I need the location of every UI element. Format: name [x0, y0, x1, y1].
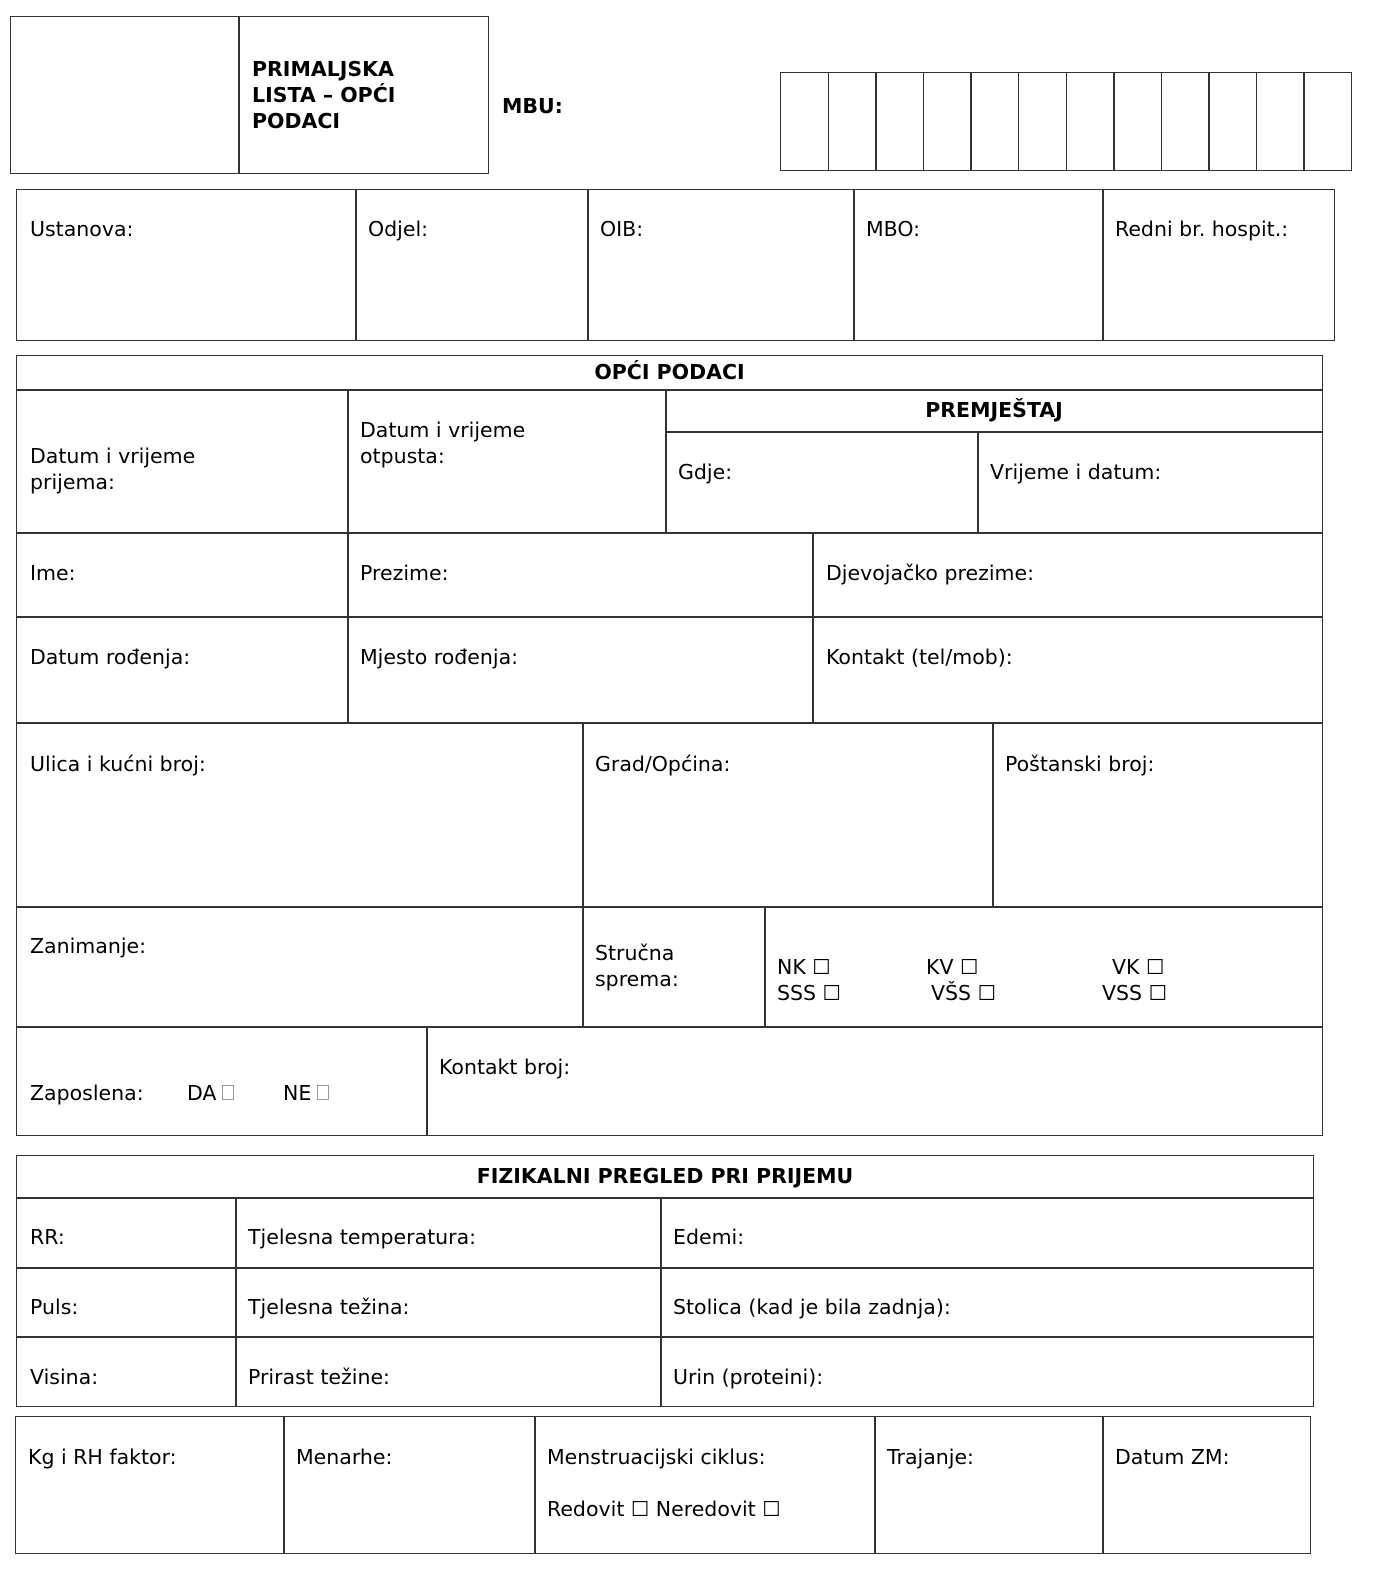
puls-label: Puls: [30, 1295, 79, 1319]
mbu-digit-box[interactable] [1113, 72, 1162, 171]
mbu-digit-box[interactable] [970, 72, 1019, 171]
visina-field[interactable] [16, 1336, 237, 1407]
premjestaj-title: PREMJEŠTAJ [925, 398, 1063, 422]
zaposlena-da-option[interactable] [187, 1080, 234, 1106]
mbu-boxes [780, 72, 1351, 171]
stolica-field[interactable] [660, 1267, 1314, 1338]
mbu-digit-box[interactable] [828, 72, 877, 171]
zaposlena-label: Zaposlena: [30, 1081, 144, 1105]
rr-field[interactable] [16, 1197, 237, 1269]
oib-field[interactable] [587, 189, 855, 341]
checkbox-vss[interactable]: VSS ☐ [1102, 981, 1167, 1005]
ulica-label: Ulica i kućni broj: [30, 752, 206, 776]
ne-checkbox[interactable] [317, 1085, 329, 1100]
odjel-label: Odjel: [368, 217, 429, 241]
form-title-line-1: PRIMALJSKA [252, 57, 394, 81]
opci-podaci-header [16, 355, 1323, 391]
checkbox-kv[interactable]: KV ☐ [926, 955, 979, 979]
zaposlena-ne-option[interactable] [283, 1080, 329, 1106]
da-checkbox[interactable] [222, 1085, 234, 1100]
da-label: DA [187, 1081, 217, 1105]
strucna-sprema-options [764, 906, 1323, 1028]
form-title-box [238, 16, 489, 174]
datum-otpusta-label-1: Datum i vrijeme [360, 418, 526, 442]
tezina-field[interactable] [235, 1267, 662, 1338]
trajanje-label: Trajanje: [887, 1445, 974, 1469]
ciklus-options[interactable]: Redovit ☐ Neredovit ☐ [547, 1497, 781, 1521]
redni-br-label: Redni br. hospit.: [1115, 217, 1289, 241]
rr-label: RR: [30, 1225, 65, 1249]
kg-rh-field[interactable] [15, 1416, 285, 1554]
checkbox-vss-visa[interactable]: VŠS ☐ [931, 981, 996, 1005]
prezime-label: Prezime: [360, 561, 449, 585]
kontakt-field[interactable] [812, 616, 1323, 724]
djevojacko-label: Djevojačko prezime: [826, 561, 1035, 585]
grad-field[interactable] [582, 722, 994, 908]
mbu-digit-box[interactable] [1066, 72, 1115, 171]
datum-otpusta-field[interactable] [347, 389, 667, 534]
oib-label: OIB: [600, 217, 644, 241]
kontakt-label: Kontakt (tel/mob): [826, 645, 1013, 669]
postanski-field[interactable] [992, 722, 1323, 908]
edemi-label: Edemi: [673, 1225, 745, 1249]
gdje-field[interactable] [665, 431, 979, 534]
premjestaj-header [665, 389, 1323, 433]
mbu-digit-box[interactable] [1303, 72, 1352, 171]
zanimanje-label: Zanimanje: [30, 934, 147, 958]
datum-otpusta-label-2: otpusta: [360, 444, 445, 468]
temperatura-label: Tjelesna temperatura: [248, 1225, 477, 1249]
strucna-label-2: sprema: [595, 967, 679, 991]
temperatura-field[interactable] [235, 1197, 662, 1269]
grad-label: Grad/Općina: [595, 752, 731, 776]
datum-zm-field[interactable] [1102, 1416, 1311, 1554]
kg-rh-label: Kg i RH faktor: [28, 1445, 177, 1469]
datum-rodjenja-label: Datum rođenja: [30, 645, 191, 669]
ciklus-field [534, 1416, 876, 1554]
kontakt-broj-field[interactable] [426, 1026, 1323, 1136]
mbu-digit-box[interactable] [1208, 72, 1257, 171]
logo-box [10, 16, 240, 174]
kontakt-broj-label: Kontakt broj: [439, 1055, 571, 1079]
datum-rodjenja-field[interactable] [16, 616, 349, 724]
opci-podaci-title: OPĆI PODACI [594, 360, 745, 384]
djevojacko-field[interactable] [812, 532, 1323, 618]
strucna-label-1: Stručna [595, 941, 675, 965]
mbu-digit-box[interactable] [875, 72, 924, 171]
mbu-digit-box[interactable] [1161, 72, 1210, 171]
mbu-label: MBU: [502, 94, 563, 118]
ustanova-label: Ustanova: [30, 217, 134, 241]
datum-prijema-label-2: prijema: [30, 470, 115, 494]
edemi-field[interactable] [660, 1197, 1314, 1269]
fizikalni-header [16, 1155, 1314, 1199]
redni-br-field[interactable] [1102, 189, 1335, 341]
ustanova-field[interactable] [16, 189, 357, 341]
checkbox-vk[interactable]: VK ☐ [1112, 955, 1165, 979]
ime-label: Ime: [30, 561, 76, 585]
vrijeme-datum-label: Vrijeme i datum: [990, 460, 1162, 484]
ulica-field[interactable] [16, 722, 584, 908]
mbu-digit-box[interactable] [923, 72, 972, 171]
visina-label: Visina: [30, 1365, 99, 1389]
mbu-digit-box[interactable] [1018, 72, 1067, 171]
prezime-field[interactable] [347, 532, 814, 618]
menarhe-field[interactable] [283, 1416, 536, 1554]
mjesto-rodjenja-field[interactable] [347, 616, 814, 724]
mjesto-rodjenja-label: Mjesto rođenja: [360, 645, 519, 669]
odjel-field[interactable] [355, 189, 589, 341]
checkbox-nk[interactable]: NK ☐ [777, 955, 831, 979]
trajanje-field[interactable] [874, 1416, 1104, 1554]
datum-zm-label: Datum ZM: [1115, 1445, 1230, 1469]
form-title-line-3: PODACI [252, 109, 341, 133]
tezina-label: Tjelesna težina: [248, 1295, 410, 1319]
datum-prijema-label-1: Datum i vrijeme [30, 444, 196, 468]
zaposlena-field [16, 1026, 428, 1136]
zanimanje-field[interactable] [16, 906, 584, 1028]
stolica-label: Stolica (kad je bila zadnja): [673, 1295, 951, 1319]
vrijeme-datum-field[interactable] [977, 431, 1323, 534]
fizikalni-title: FIZIKALNI PREGLED PRI PRIJEMU [476, 1164, 854, 1188]
mbu-digit-box[interactable] [780, 72, 829, 171]
menarhe-label: Menarhe: [296, 1445, 393, 1469]
ime-field[interactable] [16, 532, 349, 618]
ciklus-label: Menstruacijski ciklus: [547, 1445, 766, 1469]
strucna-sprema-label-cell [582, 906, 766, 1028]
form-title-line-2: LISTA – OPĆI [252, 83, 396, 107]
prirast-label: Prirast težine: [248, 1365, 390, 1389]
prirast-field[interactable] [235, 1336, 662, 1407]
ne-label: NE [283, 1081, 312, 1105]
checkbox-sss[interactable]: SSS ☐ [777, 981, 841, 1005]
datum-prijema-field[interactable] [16, 389, 349, 534]
mbo-field[interactable] [853, 189, 1104, 341]
mbo-label: MBO: [866, 217, 921, 241]
gdje-label: Gdje: [678, 460, 733, 484]
postanski-label: Poštanski broj: [1005, 752, 1155, 776]
urin-field[interactable] [660, 1336, 1314, 1407]
urin-label: Urin (proteini): [673, 1365, 824, 1389]
mbu-digit-box[interactable] [1256, 72, 1305, 171]
puls-field[interactable] [16, 1267, 237, 1338]
